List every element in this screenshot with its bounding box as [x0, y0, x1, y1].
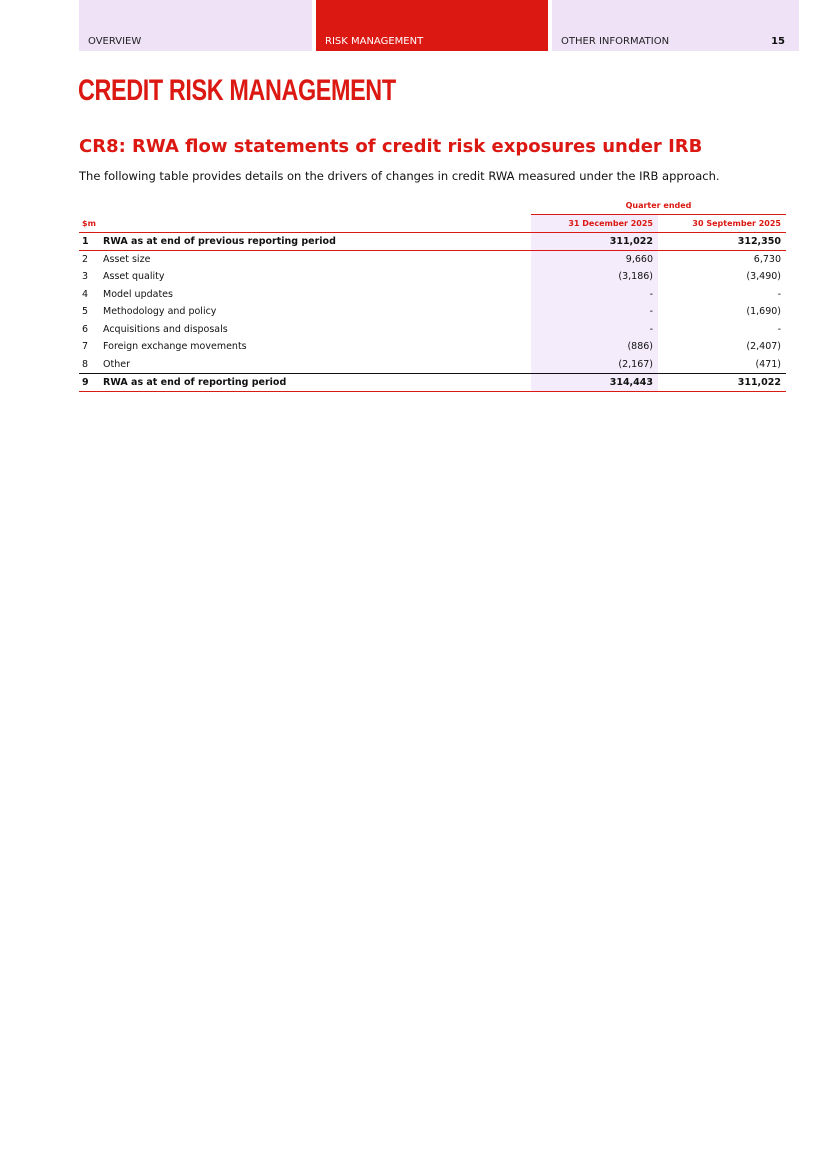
- row-value-sep-2025: (1,690): [746, 306, 781, 318]
- row-value-sep-2025: -: [777, 323, 781, 335]
- row-label: Methodology and policy: [103, 306, 217, 318]
- nav-tab-overview[interactable]: [79, 0, 312, 51]
- row-value-dec-2025: (2,167): [618, 358, 653, 370]
- nav-tab-overview-label: OVERVIEW: [88, 36, 142, 47]
- row-value-sep-2025: -: [777, 288, 781, 300]
- row-number: 1: [79, 233, 103, 251]
- nav-tab-other-information[interactable]: [552, 0, 799, 51]
- table-row: [79, 338, 786, 356]
- row-label: RWA as at end of previous reporting period: [103, 233, 531, 251]
- quarter-ended-header: Quarter ended: [531, 198, 786, 215]
- table-row: [79, 356, 786, 374]
- row-value-dec-2025: 311,022: [531, 233, 658, 251]
- row-value-sep-2025: 312,350: [658, 233, 786, 251]
- row-value-sep-2025: 311,022: [658, 373, 786, 391]
- row-number: 2: [82, 254, 89, 265]
- row-value-dec-2025: 9,660: [625, 254, 653, 265]
- nav-tab-other-information-label: OTHER INFORMATION: [561, 36, 670, 47]
- row-number: 5: [82, 306, 89, 318]
- row-value-sep-2025: 6,730: [753, 254, 781, 265]
- row-label: Model updates: [103, 288, 173, 300]
- row-label: RWA as at end of reporting period: [103, 373, 531, 391]
- row-value-sep-2025: (2,407): [746, 341, 781, 353]
- row-label: Asset quality: [103, 271, 165, 283]
- row-value-dec-2025: (886): [627, 341, 653, 353]
- row-value-dec-2025: -: [649, 323, 653, 335]
- nav-tab-risk-management-label: RISK MANAGEMENT: [325, 36, 424, 47]
- row-label: Acquisitions and disposals: [103, 323, 228, 335]
- row-value-dec-2025: -: [649, 288, 653, 300]
- intro-text: The following table provides details on the drivers of changes in credit RWA measured under the IRB approach.: [79, 169, 720, 183]
- row-label: Asset size: [103, 254, 151, 265]
- table-row: [79, 286, 786, 304]
- row-label: Foreign exchange movements: [103, 341, 247, 353]
- unit-header: $m: [79, 215, 531, 233]
- table-header-row: [79, 215, 786, 233]
- row-number: 6: [82, 323, 89, 335]
- nav-tab-risk-management[interactable]: [316, 0, 548, 51]
- page-number: 15: [771, 36, 785, 47]
- row-value-dec-2025: -: [649, 306, 653, 318]
- table-row: [79, 373, 786, 391]
- table-row: [79, 321, 786, 339]
- rwa-flow-table: [79, 215, 786, 392]
- row-value-dec-2025: (3,186): [618, 271, 653, 283]
- row-label: Other: [103, 358, 130, 370]
- section-title: CREDIT RISK MANAGEMENT: [78, 74, 396, 107]
- row-value-sep-2025: (3,490): [746, 271, 781, 283]
- column-header-30-september-2025: 30 September 2025: [658, 215, 786, 233]
- column-header-31-december-2025: 31 December 2025: [531, 215, 658, 233]
- row-number: 8: [82, 358, 89, 370]
- row-number: 4: [82, 288, 89, 300]
- table-row: [79, 233, 786, 251]
- row-number: 7: [82, 341, 89, 353]
- table-row: [79, 303, 786, 321]
- table-row: [79, 268, 786, 286]
- row-number: 9: [79, 373, 103, 391]
- row-value-dec-2025: 314,443: [531, 373, 658, 391]
- table-title: CR8: RWA flow statements of credit risk exposures under IRB: [79, 136, 703, 157]
- row-number: 3: [82, 271, 89, 283]
- row-value-sep-2025: (471): [755, 358, 781, 370]
- table-row: [79, 251, 786, 269]
